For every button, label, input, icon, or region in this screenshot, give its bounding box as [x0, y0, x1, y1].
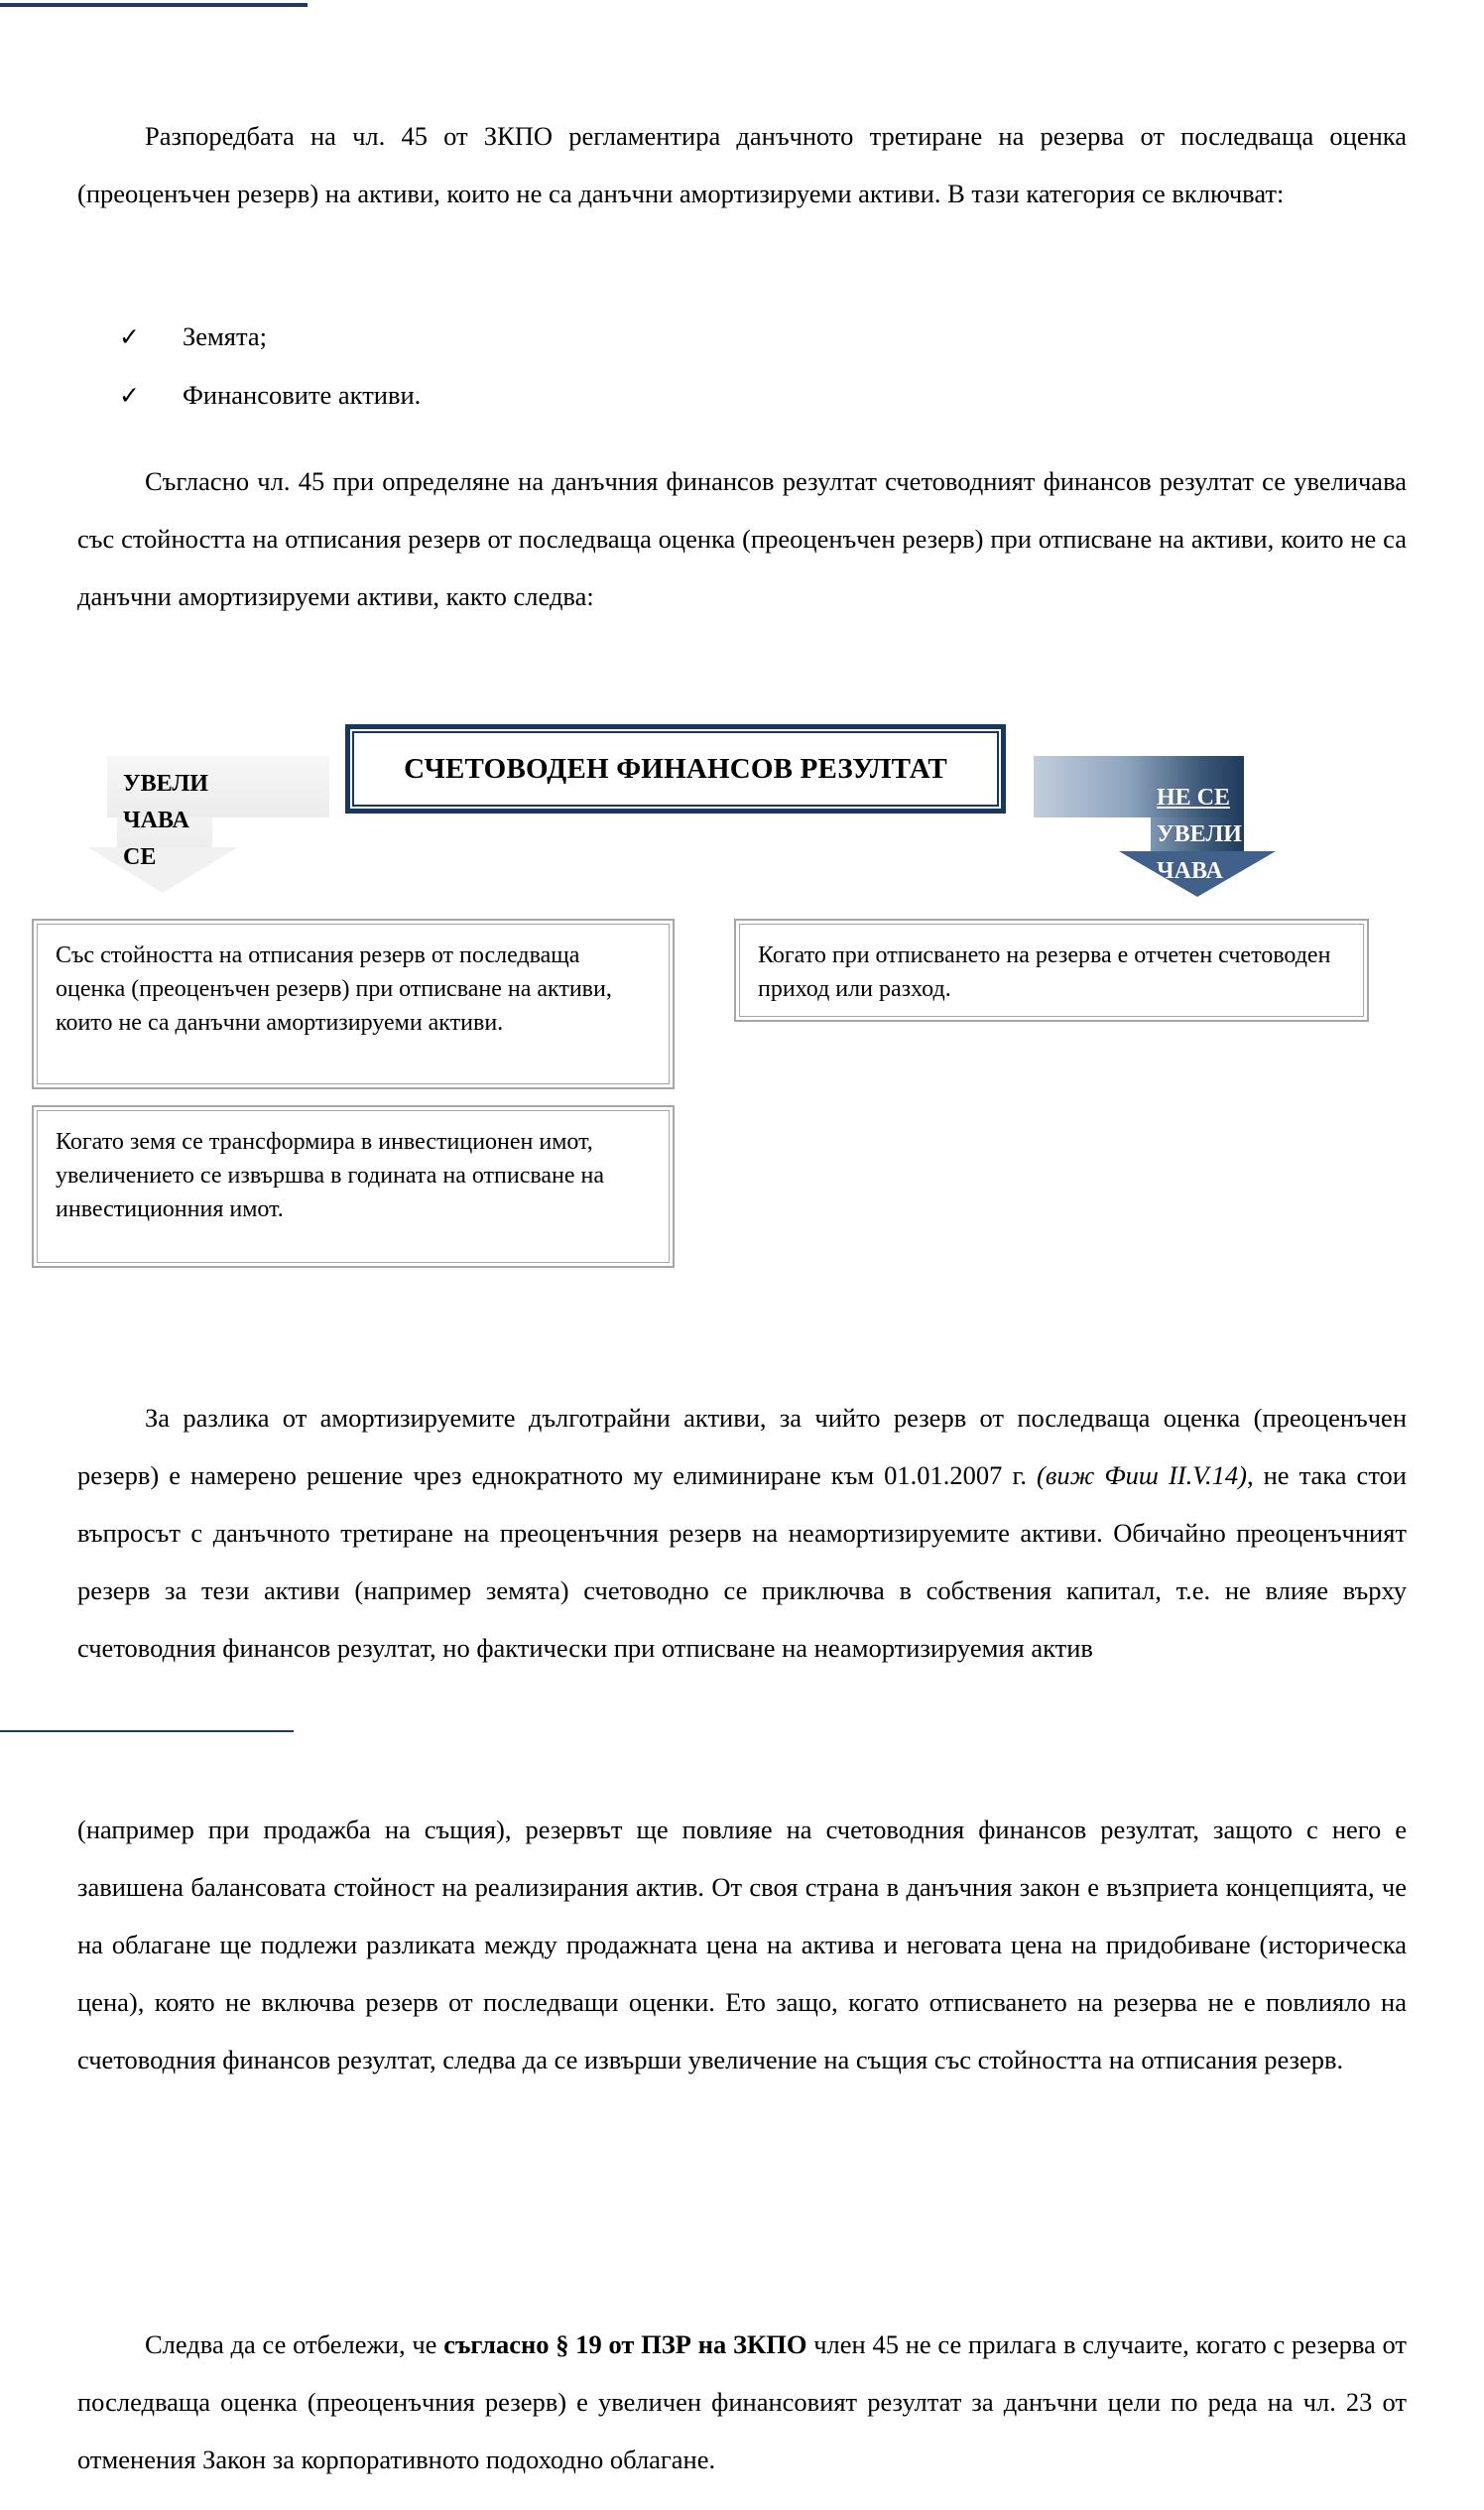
paragraph-commentary-3-post: , не така стои въпросът с данъчното третиране на преоценъчния резерв на неамортизируемите активи. Обичайно преоценъчният резерв за тези активи (например земята) счетоводно се приключва в собствения капитал, т.е. не влияе върху счетоводния финансов резултат, но фактически при отписване на неамортизируемия актив — [77, 1460, 1407, 1663]
diagram-center-box-label: СЧЕТОВОДЕН ФИНАНСОВ РЕЗУЛТАТ — [404, 752, 947, 785]
outcome-box-no-increase-1-text: Когато при отписването на резерва е отчетен счетоводен приход или разход. — [758, 942, 1331, 1002]
paragraph-commentary-3-italic-reference: (виж Фиш II.V.14) — [1037, 1460, 1247, 1490]
paragraph-commentary-3 — [77, 1389, 1407, 1677]
outcome-box-increase-1-inner — [37, 924, 670, 1084]
arrow-label-line: УВЕЛИ — [123, 771, 208, 797]
diagram-center-box-inner — [352, 731, 999, 807]
arrow-label-line: СЕ — [123, 844, 157, 870]
outcome-box-increase-2 — [32, 1105, 675, 1268]
arrow-label-line: ЧАВА — [123, 808, 189, 833]
paragraph-intro-1-text: Разпоредбата на чл. 45 от ЗКПО регламентира данъчното третиране на резерва от последваща оценка (преоценъчен резерв) на активи, които не са данъчни амортизируеми активи. В тази категория се включват: — [77, 121, 1407, 208]
paragraph-commentary-5-pre: Следва да се отбележи, че — [145, 2329, 444, 2359]
paragraph-commentary-5-bold-reference: съгласно § 19 от ПЗР на ЗКПО — [443, 2329, 807, 2359]
paragraph-intro-2-text: Съгласно чл. 45 при определяне на данъчния финансов резултат счетоводният финансов резултат се увеличава със стойността на отписания резерв от последваща оценка (преоценъчен резерв) при отписване на активи, които не са данъчни амортизируеми активи, както следва: — [77, 466, 1407, 611]
diagram-center-box — [345, 724, 1006, 814]
outcome-box-increase-2-text: Когато земя се трансформира в инвестиционен имот, увеличението се извършва в годината на отписване на инвестиционния имот. — [56, 1129, 605, 1222]
check-icon: ✓ — [119, 322, 140, 351]
outcome-box-increase-2-inner — [37, 1110, 670, 1263]
list-item — [77, 308, 1407, 366]
paragraph-commentary-4-text: (например при продажба на същия), резервът ще повлияе на счетоводния финансов резултат, защото с него е завишена балансовата стойност на реализирания актив. От своя страна в данъчния закон е възприета концепцията, че на облагане ще подлежи разликата между продажната цена на актива и неговата цена на придобиване (историческа цена), която не включва резерв от последващи оценки. Ето защо, когато отписването на резерва не е повлияло на счетоводния финансов резултат, следва да се извърши увеличение на същия със стойността на отписания резерв. — [77, 1815, 1407, 2074]
arrow-label-line: УВЕЛИ — [1157, 821, 1242, 847]
arrow-label-line-underlined: НЕ СЕ — [1157, 785, 1231, 811]
mid-page-rule — [0, 1730, 294, 1732]
outcome-box-no-increase-1-inner — [739, 924, 1364, 1017]
paragraph-commentary-5-post: член 45 не се прилага в случаите, когато с резерва от последваща оценка (преоценъчния резерв) е увеличен финансовият резултат за данъчни цели по реда на чл. 23 от отменения Закон за корпоративното подоходно облагане. — [77, 2329, 1407, 2474]
top-header-rule — [0, 3, 308, 7]
list-item — [77, 366, 1407, 425]
check-icon: ✓ — [119, 381, 140, 410]
down-arrow-no-increase — [1034, 756, 1262, 891]
paragraph-intro-2 — [77, 452, 1407, 625]
paragraph-intro-1 — [77, 107, 1407, 222]
outcome-box-no-increase-1 — [734, 919, 1369, 1022]
down-arrow-no-increase-label — [1157, 780, 1242, 890]
outcome-box-increase-1 — [32, 919, 675, 1089]
down-arrow-increase — [107, 756, 329, 887]
paragraph-commentary-3-pre: За разлика от амортизируемите дълготрайни активи, за чийто резерв от последваща оценка (преоценъчен резерв) е намерено решение чрез еднократното му елиминиране към 01.01.2007 г. — [77, 1403, 1407, 1490]
arrow-label-line: ЧАВА — [1157, 858, 1223, 884]
checklist — [77, 308, 1407, 425]
list-item-label: Финансовите активи. — [183, 380, 422, 410]
paragraph-commentary-4 — [77, 1801, 1407, 2088]
outcome-box-increase-1-text: Със стойността на отписания резерв от последваща оценка (преоценъчен резерв) при отписване на активи, които не са данъчни амортизируеми активи. — [56, 942, 612, 1036]
list-item-label: Земята; — [183, 321, 268, 351]
paragraph-commentary-5 — [77, 2316, 1407, 2488]
down-arrow-increase-label — [123, 766, 208, 876]
